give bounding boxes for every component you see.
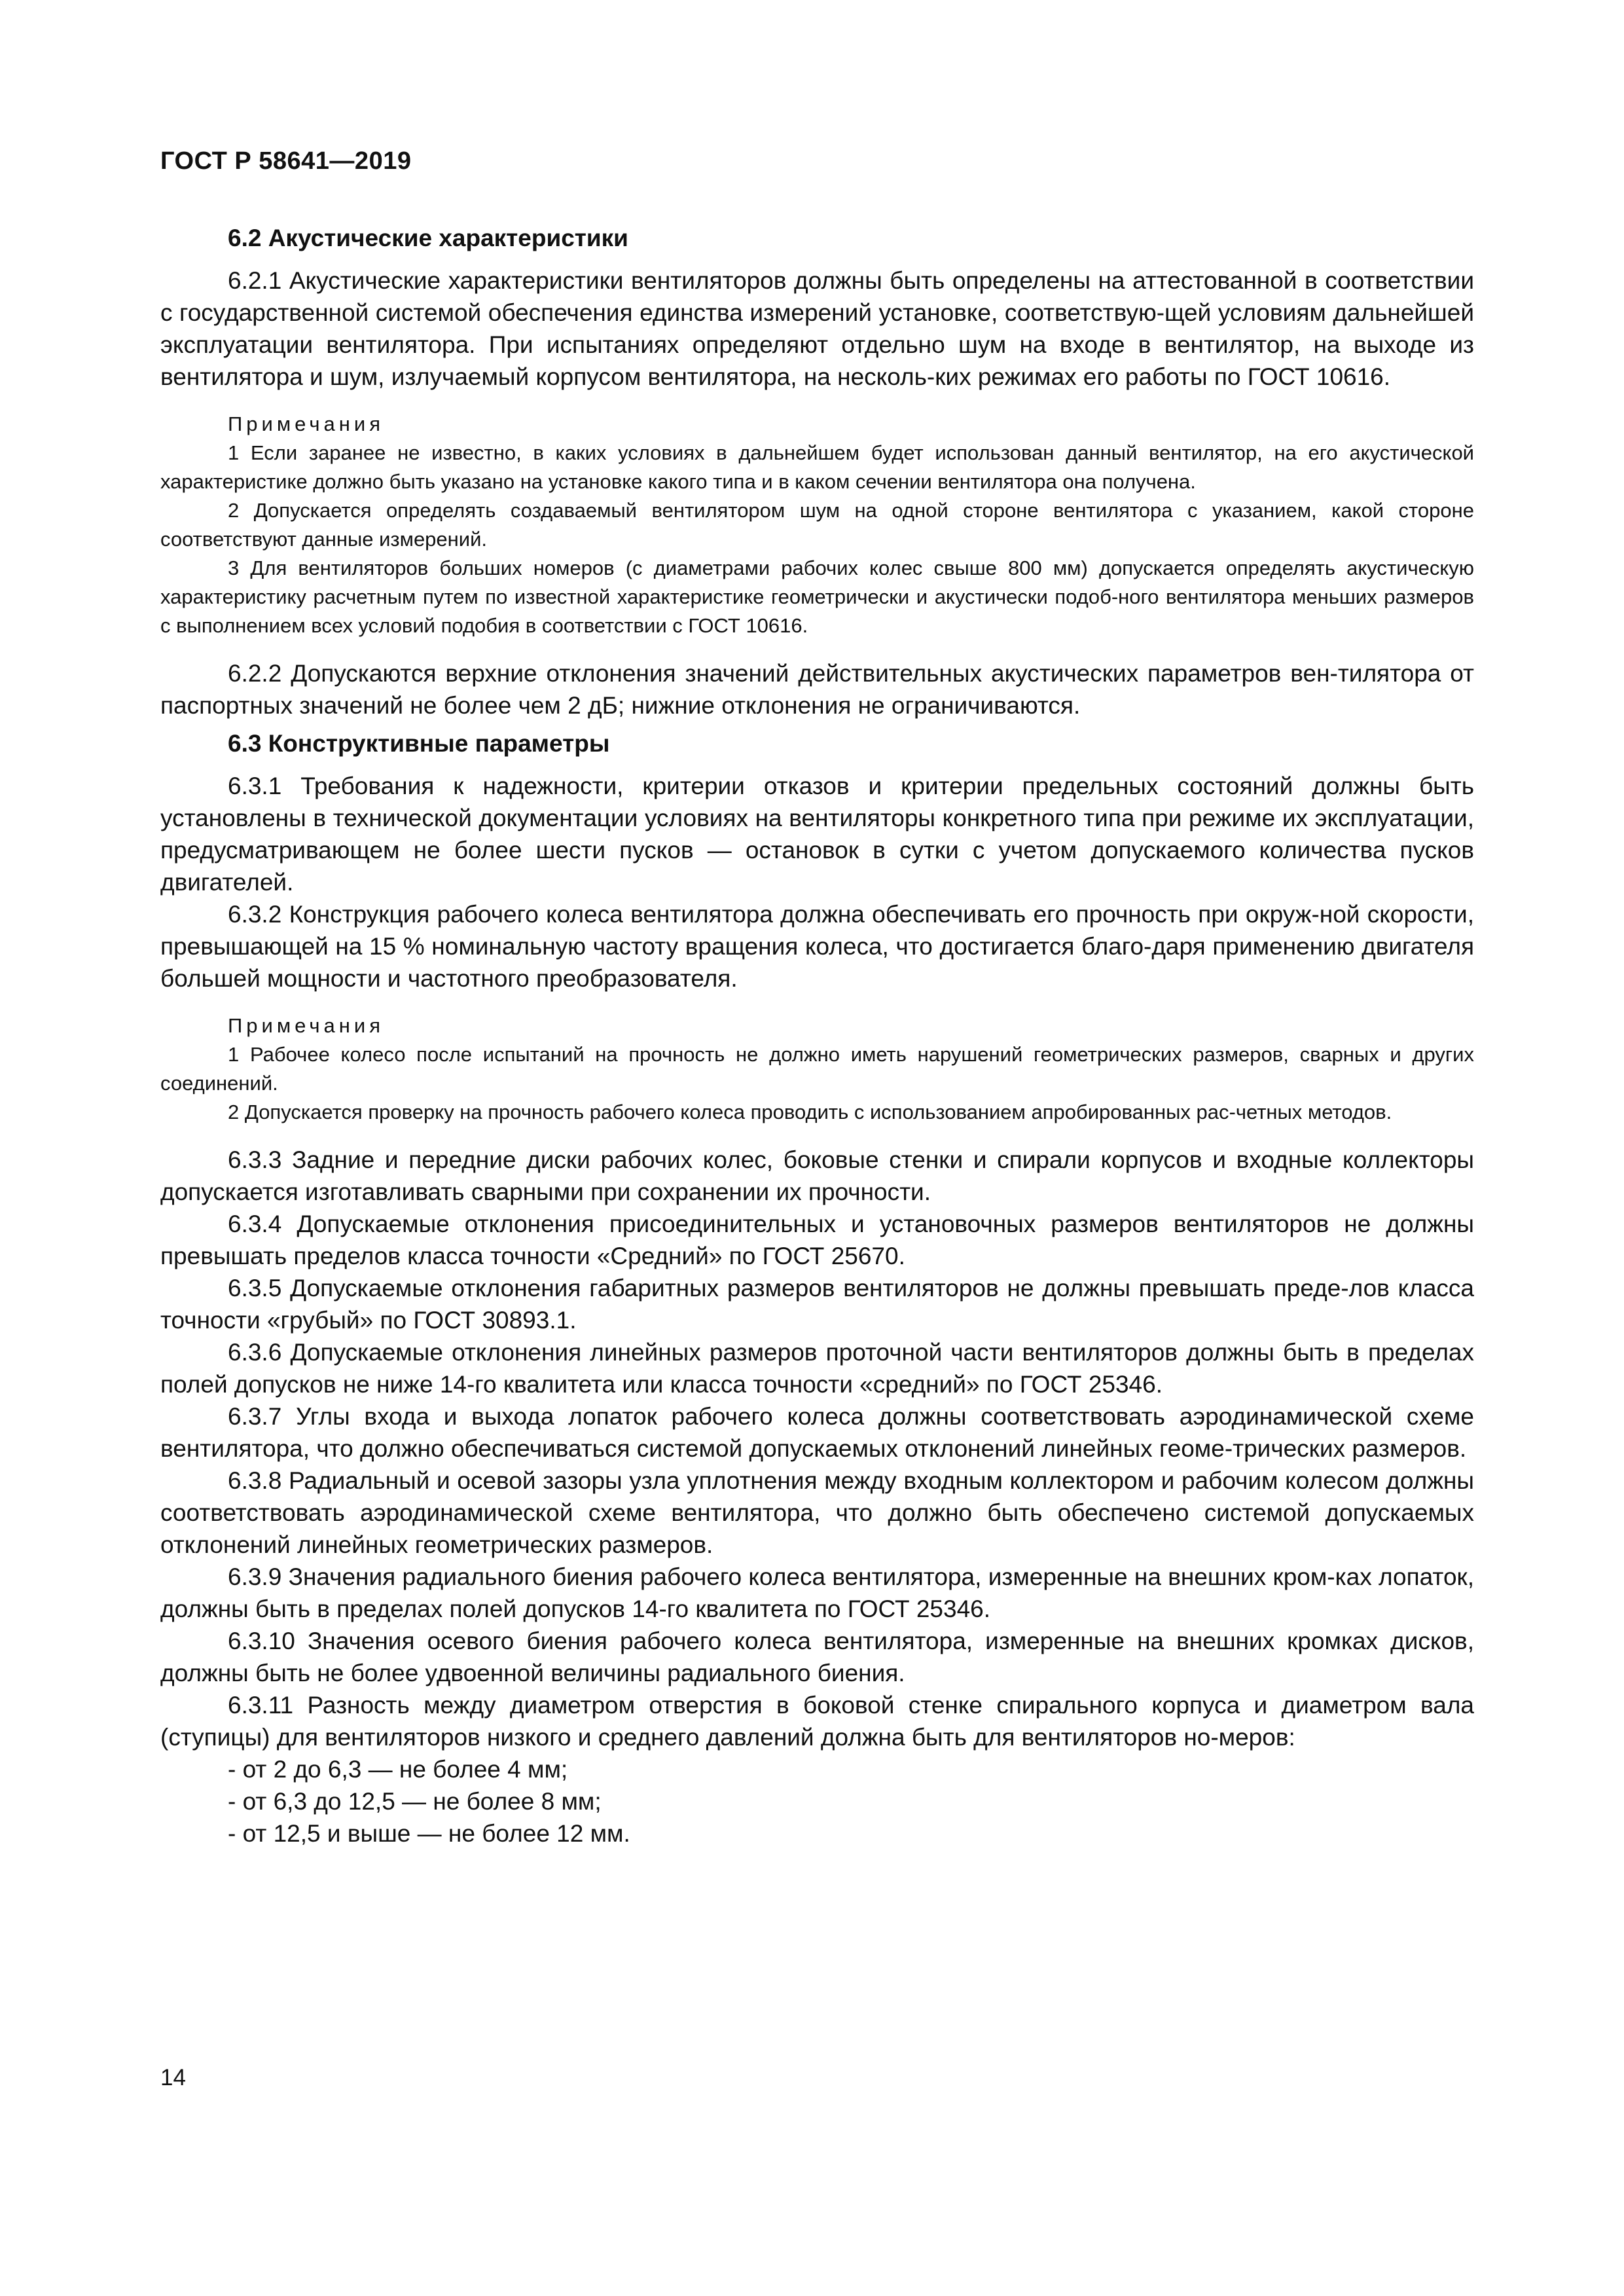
paragraph-6-3-11: 6.3.11 Разность между диаметром отверстия в боковой стенке спирального корпуса и диаметром вала (ступицы) для вентиляторов низкого и среднего давлений должна быть для вентиляторов но-меров: (160, 1692, 1474, 1751)
diameter-tolerance-list (160, 1753, 1474, 1850)
note-item: 2 Допускается определять создаваемый вентилятором шум на одной стороне вентилятора с указанием, какой стороне соответствуют данные измерений. (160, 499, 1474, 551)
paragraph-6-3-3: 6.3.3 Задние и передние диски рабочих колес, боковые стенки и спирали корпусов и входные коллекторы допускается изготавливать сварными при сохранении их прочности. (160, 1146, 1474, 1205)
paragraph-6-3-8: 6.3.8 Радиальный и осевой зазоры узла уплотнения между входным коллектором и рабочим колесом должны соответствовать аэродинамической схеме вентилятора, что должно быть обеспечено системой допускаемых отклонений линейных геометрических размеров. (160, 1467, 1474, 1558)
notes-label: Примечания (228, 1014, 384, 1037)
paragraph-6-3-4: 6.3.4 Допускаемые отклонения присоединительных и установочных размеров вентиляторов не должны превышать пределов класса точности «Средний» по ГОСТ 25670. (160, 1211, 1474, 1269)
notes-block-6-3 (160, 1011, 1474, 1127)
list-item: - от 2 до 6,3 — не более 4 мм; (228, 1756, 568, 1783)
document-page (160, 147, 1474, 1850)
notes-label: Примечания (228, 412, 384, 435)
paragraph-6-3-6: 6.3.6 Допускаемые отклонения линейных размеров проточной части вентиляторов должны быть в пределах полей допусков не ниже 14-го квалитета или класса точности «средний» по ГОСТ 25346. (160, 1339, 1474, 1398)
note-item: 2 Допускается проверку на прочность рабочего колеса проводить с использованием апробированных рас-четных методов. (228, 1101, 1392, 1123)
paragraph-6-3-9: 6.3.9 Значения радиального биения рабочего колеса вентилятора, измеренные на внешних кром-ках лопаток, должны быть в пределах полей допусков 14-го квалитета по ГОСТ 25346. (160, 1563, 1474, 1622)
note-item: 3 Для вентиляторов больших номеров (с диаметрами рабочих колес свыше 800 мм) допускается определять акустическую характеристику расчетным путем по известной характеристике геометрически и акустически подоб-ного вентилятора меньших размеров с выполнением всех условий подобия в соответствии с ГОСТ 10616. (160, 556, 1474, 637)
paragraph-6-3-2: 6.3.2 Конструкция рабочего колеса вентилятора должна обеспечивать его прочность при окруж-ной скорости, превышающей на 15 % номинальную частоту вращения колеса, что достигается благо-даря применению двигателя большей мощности и частотного преобразователя. (160, 901, 1474, 992)
paragraph-6-3-7: 6.3.7 Углы входа и выхода лопаток рабочего колеса должны соответствовать аэродинамической схеме вентилятора, что должно обеспечиваться системой допускаемых отклонений линейных геоме-трических размеров. (160, 1403, 1474, 1462)
page-number: 14 (160, 2065, 186, 2090)
paragraph-6-3-10: 6.3.10 Значения осевого биения рабочего колеса вентилятора, измеренные на внешних кромках дисков, должны быть не более удвоенной величины радиального биения. (160, 1628, 1474, 1686)
paragraph-6-3-5: 6.3.5 Допускаемые отклонения габаритных размеров вентиляторов не должны превышать преде-лов класса точности «грубый» по ГОСТ 30893.1. (160, 1275, 1474, 1334)
section-title-6-2: 6.2 Акустические характеристики (228, 225, 628, 251)
list-item: - от 12,5 и выше — не более 12 мм. (228, 1820, 630, 1847)
list-item: - от 6,3 до 12,5 — не более 8 мм; (228, 1788, 602, 1815)
note-item: 1 Рабочее колесо после испытаний на прочность не должно иметь нарушений геометрических размеров, сварных и других соединений. (160, 1043, 1474, 1095)
paragraph-6-2-2: 6.2.2 Допускаются верхние отклонения значений действительных акустических параметров вен-тилятора от паспортных значений не более чем 2 дБ; нижние отклонения не ограничиваются. (160, 660, 1474, 719)
notes-block-6-2 (160, 410, 1474, 640)
paragraph-6-2-1: 6.2.1 Акустические характеристики вентиляторов должны быть определены на аттестованной в соответствии с государственной системой обеспечения единства измерений установке, соответствую-щей условиям дальнейшей эксплуатации вентилятора. При испытаниях определяют отдельно шум на входе в вентилятор, на выходе из вентилятора и шум, излучаемый корпусом вентилятора, на несколь-ких режимах его работы по ГОСТ 10616. (160, 267, 1474, 390)
section-title-6-3: 6.3 Конструктивные параметры (228, 730, 610, 757)
paragraph-6-3-1: 6.3.1 Требования к надежности, критерии отказов и критерии предельных состояний должны быть установлены в технической документации условиях на вентиляторы конкретного типа при режиме их эксплуатации, предусматривающем не более шести пусков — остановок в сутки с учетом допускаемого количества пусков двигателей. (160, 773, 1474, 896)
note-item: 1 Если заранее не известно, в каких условиях в дальнейшем будет использован данный вентилятор, на его акустической характеристике должно быть указано на установке какого типа и в каком сечении вентилятора она получена. (160, 441, 1474, 493)
document-header: ГОСТ Р 58641—2019 (160, 147, 412, 175)
